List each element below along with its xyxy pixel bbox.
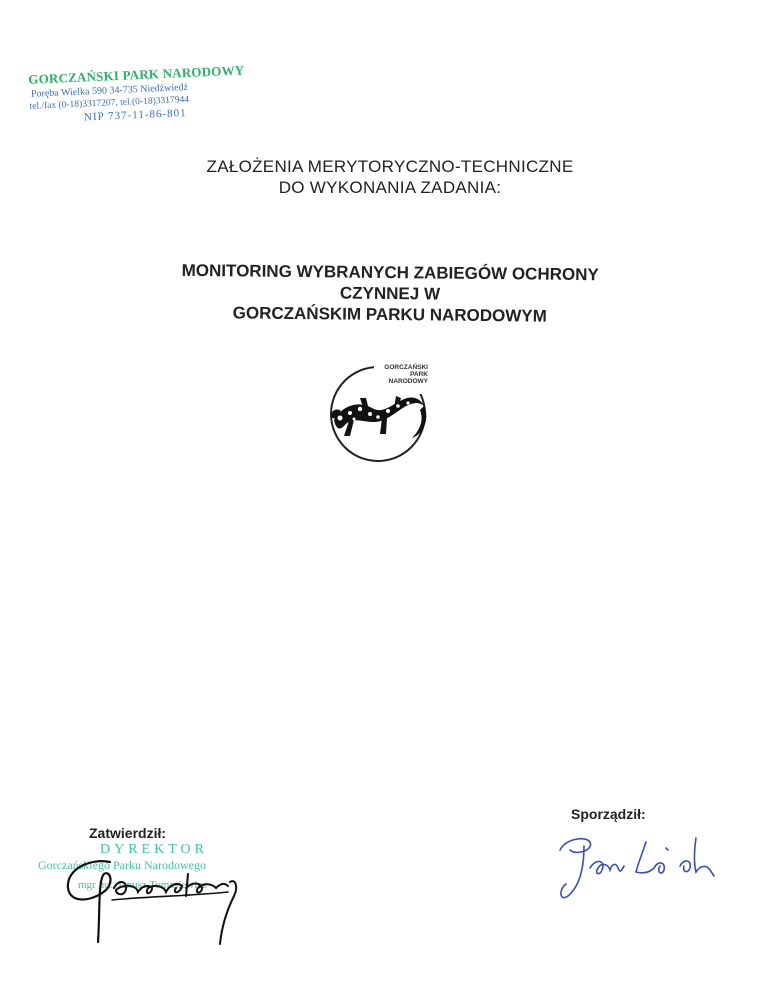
director-stamp-name: mgr inż. Janusz Tomasiewicz — [78, 879, 208, 891]
title-line-1: MONITORING WYBRANYCH ZABIEGÓW OCHRONY — [181, 260, 599, 285]
title-line-2: CZYNNEJ W — [339, 283, 441, 304]
stamp-org-name: GORCZAŃSKI PARK NARODOWY — [27, 62, 245, 87]
prepared-by-label: Sporządził: — [571, 806, 646, 822]
director-signature-icon — [52, 844, 272, 954]
park-header-stamp — [26, 61, 278, 127]
approved-by-label: Zatwierdził: — [89, 825, 167, 841]
stamp-address: Poręba Wielka 590 34-735 Niedźwiedź — [30, 81, 189, 100]
title-line-3: GORCZAŃSKIM PARKU NARODOWYM — [232, 303, 547, 326]
logo-text-line-1: GORCZAŃSKI — [384, 364, 428, 371]
logo-text-line-3: NARODOWY — [388, 378, 428, 385]
director-stamp-title: DYREKTOR — [100, 842, 208, 857]
preparer-signature-icon — [550, 828, 720, 908]
logo-text-line-2: PARK — [410, 371, 428, 378]
document-title — [110, 259, 671, 328]
subtitle-line-2: DO WYKONANIA ZADANIA: — [278, 178, 502, 197]
salamander-logo-icon — [320, 356, 440, 466]
subtitle-line-1: ZAŁOŻENIA MERYTORYCZNO-TECHNICZNE — [206, 157, 574, 176]
stamp-phones: tel./fax (0-18)3317207, tel.(0-18)3317944 — [29, 94, 190, 112]
stamp-nip: NIP 737-11-86-801 — [83, 107, 187, 124]
director-stamp-park: Gorczańskiego Parku Narodowego — [38, 858, 206, 872]
document-subtitle — [110, 156, 670, 198]
